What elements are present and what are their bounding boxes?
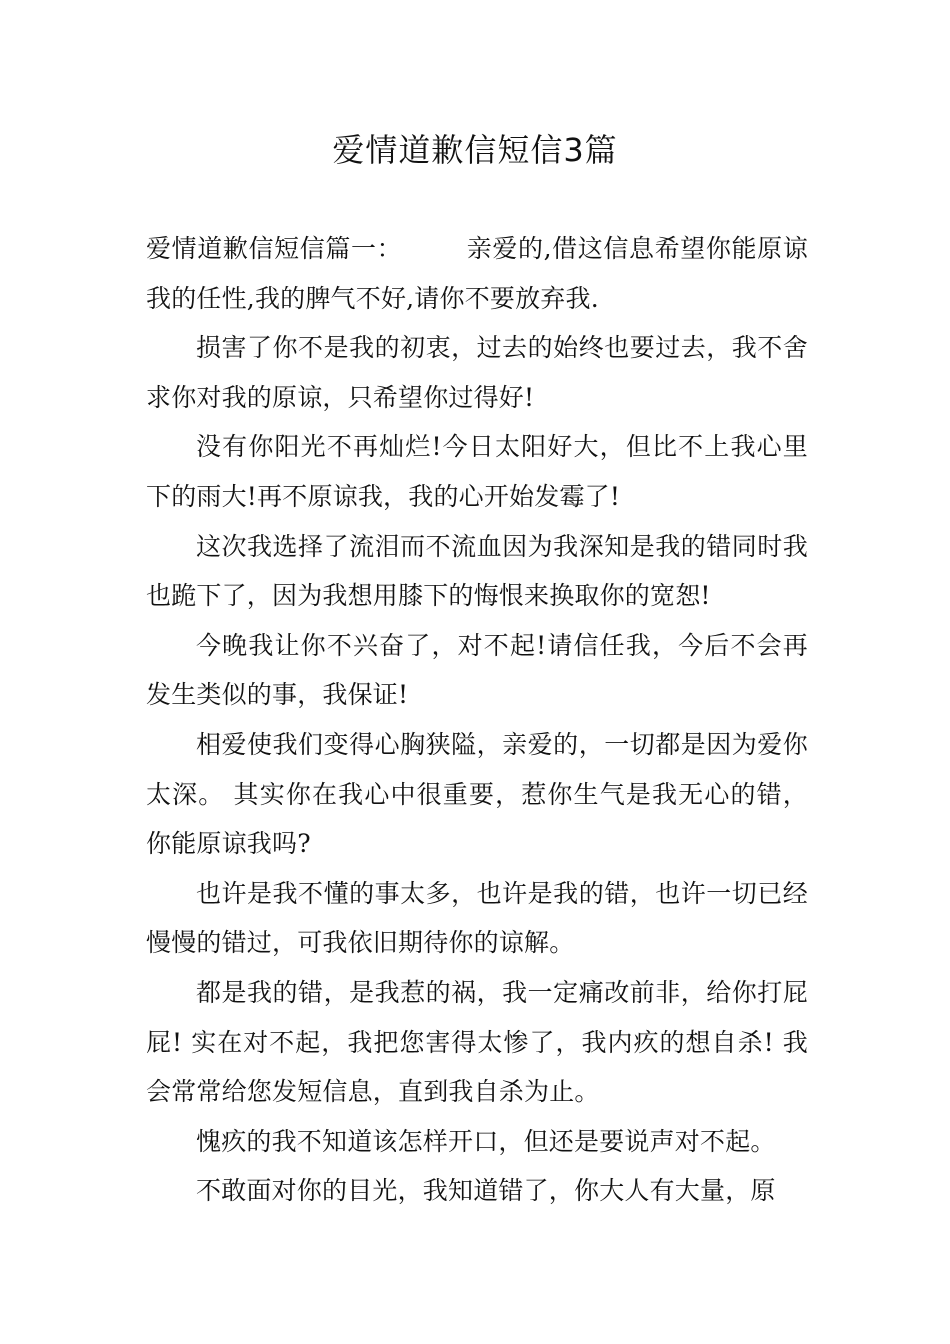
paragraph-8: 都是我的错，是我惹的祸，我一定痛改前非，给你打屁屁! 实在对不起，我把您害得太惨了，我内疚的想自杀! 我会常常给您发短信息，直到我自杀为止。 <box>146 977 808 1107</box>
paragraph-6: 相爱使我们变得心胸狭隘，亲爱的，一切都是因为爱你太深。 其实你在我心中很重要，惹你生气是我无心的错，你能原谅我吗? <box>146 729 808 859</box>
document-body <box>146 224 808 1216</box>
document-title: 爱情道歉信短信3篇 <box>332 131 618 169</box>
paragraph-3: 没有你阳光不再灿烂!今日太阳好大，但比不上我心里下的雨大!再不原谅我，我的心开始发霉了! <box>146 432 808 511</box>
paragraph-1 <box>146 224 808 323</box>
paragraph-10: 不敢面对你的目光，我知道错了，你大人有大量，原 <box>196 1176 776 1206</box>
paragraph-9: 愧疚的我不知道该怎样开口，但还是要说声对不起。 <box>196 1126 776 1156</box>
paragraph-4: 这次我选择了流泪而不流血因为我深知是我的错同时我也跪下了，因为我想用膝下的悔恨来换取你的宽恕! <box>146 531 808 611</box>
paragraph-5: 今晚我让你不兴奋了，对不起!请信任我，今后不会再发生类似的事，我保证! <box>146 630 808 710</box>
section-heading: 爱情道歉信短信篇一： <box>146 234 403 263</box>
paragraph-2: 损害了你不是我的初衷，过去的始终也要过去，我不舍求你对我的原谅，只希望你过得好! <box>146 333 808 412</box>
paragraph-7: 也许是我不懂的事太多，也许是我的错，也许一切已经慢慢的错过，可我依旧期待你的谅解。 <box>146 878 808 958</box>
paragraph-1-text: 亲爱的,借这信息希望你能原谅我的任性,我的脾气不好,请你不要放弃我. <box>146 234 808 313</box>
